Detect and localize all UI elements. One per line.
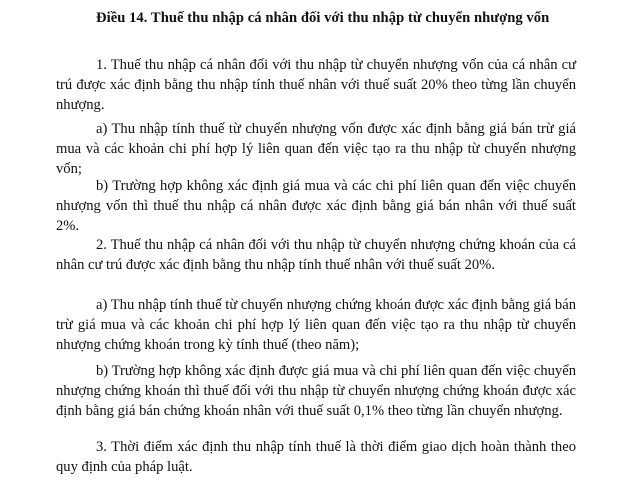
paragraph-1b: b) Trường hợp không xác định giá mua và các chi phí liên quan đến việc chuyển nhượng vốn thì thuế thu nhập cá nhân được xác định bằng giá bán nhân với thuế suất 2%. [56, 178, 576, 234]
paragraph-1: 1. Thuế thu nhập cá nhân đối với thu nhập từ chuyển nhượng vốn của cá nhân cư trú được xác định bằng thu nhập tính thuế nhân với thuế suất 20% theo từng lần chuyển nhượng. [56, 57, 576, 113]
paragraph-1a: a) Thu nhập tính thuế từ chuyển nhượng vốn được xác định bằng giá bán trừ giá mua và các khoản chi phí hợp lý liên quan đến việc tạo ra thu nhập từ chuyển nhượng vốn; [56, 121, 576, 177]
paragraph-2a: a) Thu nhập tính thuế từ chuyển nhượng chứng khoán được xác định bằng giá bán trừ giá mua và các khoản chi phí hợp lý liên quan đến việc tạo ra thu nhập từ chuyển nhượng chứng khoán trong kỳ tính thuế (theo năm); [56, 297, 576, 353]
article-heading: Điều 14. Thuế thu nhập cá nhân đối với thu nhập từ chuyển nhượng vốn [96, 10, 550, 26]
paragraph-2: 2. Thuế thu nhập cá nhân đối với thu nhập từ chuyển nhượng chứng khoán của cá nhân cư trú được xác định bằng thu nhập tính thuế nhân với thuế suất 20%. [56, 237, 576, 273]
paragraph-2b: b) Trường hợp không xác định được giá mua và chi phí liên quan đến việc chuyển nhượng chứng khoán thì thuế đối với thu nhập từ chuyển nhượng chứng khoán được xác định bằng giá bán chứng khoán nhân với thuế suất 0,1% theo từng lần chuyển nhượng. [56, 363, 576, 419]
paragraph-3: 3. Thời điểm xác định thu nhập tính thuế là thời điểm giao dịch hoàn thành theo quy định của pháp luật. [56, 439, 576, 475]
